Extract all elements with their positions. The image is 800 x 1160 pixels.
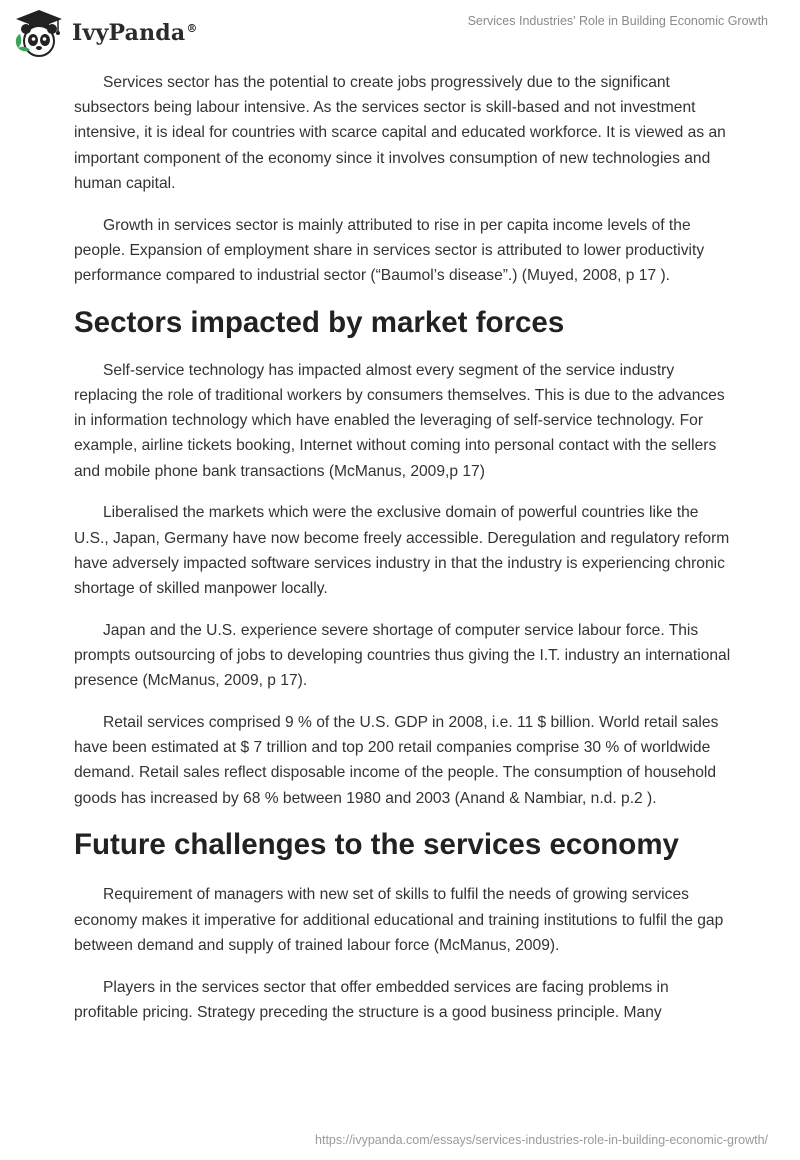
paragraph: Requirement of managers with new set of skills to fulfil the needs of growing services economy makes it imperative for additional educational and training institutions to fulfil the gap between demand and supply of trained labour force (McManus, 2009). [74,886,724,954]
paragraph: Liberalised the markets which were the exclusive domain of powerful countries like the U.S., Japan, Germany have now become freely accessible. Deregulation and regulatory reform have adversely impacted software services industry in that the industry is experiencing chronic shortage of skilled manpower locally. [74,504,730,598]
panda-graduate-icon [12,8,66,58]
document-title: Services Industries' Role in Building Economic Growth [467,14,768,28]
article-body [74,70,734,1042]
page-header [0,0,800,64]
logo-wordmark: IvyPanda® [72,20,198,46]
section-heading-market-forces: Sectors impacted by market forces [74,305,565,339]
paragraph: Self-service technology has impacted almost every segment of the service industry replacing the role of traditional workers by consumers themselves. This is due to the advances in information technology which have enabled the leveraging of self-service technology. For example, airline tickets booking, Internet without coming into personal contact with the sellers and mobile phone bank transactions (McManus, 2009,p 17) [74,361,725,480]
ivypanda-logo[interactable] [12,8,198,58]
paragraph: Services sector has the potential to create jobs progressively due to the significant subsectors being labour intensive. As the services sector is skill-based and not investment intensive, it is ideal for countries with scarce capital and educated workforce. It is viewed as an important component of the economy since it involves consumption of new technologies and human capital. [74,74,726,192]
paragraph: Growth in services sector is mainly attributed to rise in per capita income levels of the people. Expansion of employment share in services sector is attributed to lower productivity performance compared to industrial sector (“Baumol’s disease”.) (Muyed, 2008, p 17 ). [74,216,705,285]
paragraph: Players in the services sector that offer embedded services are facing problems in profitable pricing. Strategy preceding the structure is a good business principle. Many [74,978,669,1021]
section-heading-future-challenges: Future challenges to the services economy [74,828,679,862]
registered-mark: ® [186,21,198,35]
paragraph: Retail services comprised 9 % of the U.S. GDP in 2008, i.e. 11 $ billion. World retail sales have been estimated at $ 7 trillion and top 200 retail companies comprise 30 % of worldwide demand. Retail sales reflect disposable income of the people. The consumption of household goods has increased by 68 % between 1980 and 2003 (Anand & Nambiar, n.d. p.2 ). [74,714,719,807]
source-url-link[interactable]: https://ivypanda.com/essays/services-industries-role-in-building-economic-growth/ [315,1133,768,1147]
paragraph: Japan and the U.S. experience severe shortage of computer service labour force. This prompts outsourcing of jobs to developing countries thus giving the I.T. industry an international presence (McManus, 2009, p 17). [74,621,731,690]
